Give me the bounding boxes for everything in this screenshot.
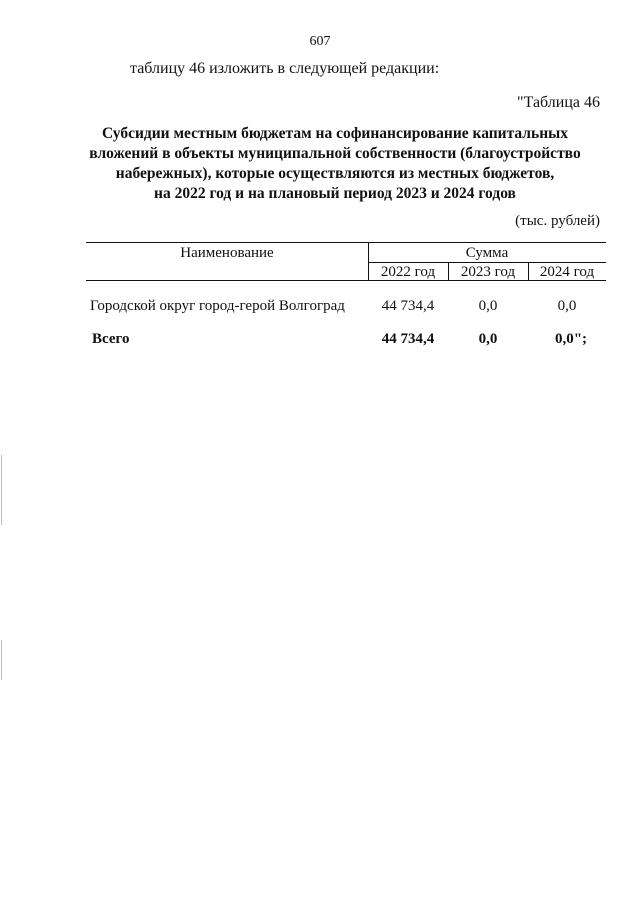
left-edge-mark: [1, 455, 2, 525]
title-line: вложений в объекты муниципальной собственности (благоустройство: [89, 145, 581, 162]
header-name: Наименование: [180, 245, 274, 261]
header-year-2023: 2023 год: [460, 264, 516, 280]
header-sum: Сумма: [465, 245, 509, 261]
header-year-2022: 2022 год: [380, 264, 436, 280]
total-name: Всего: [92, 331, 130, 347]
row-name: Городской округ город-герой Волгоград: [90, 298, 345, 314]
row-value-2023: 0,0: [478, 298, 498, 314]
row-value-2024: 0,0: [557, 298, 577, 314]
table-top-rule: [86, 242, 606, 243]
title-line: Субсидии местным бюджетам на софинансирование капитальных: [102, 125, 568, 142]
document-title: [70, 124, 600, 204]
title-line: набережных), которые осуществляются из местных бюджетов,: [115, 165, 555, 182]
title-line: на 2022 год и на плановый период 2023 и 2024 годов: [154, 185, 516, 202]
header-year-2024: 2024 год: [539, 264, 595, 280]
table-label: "Таблица 46: [517, 94, 600, 111]
left-edge-mark-lower: [1, 640, 2, 680]
total-value-2022: 44 734,4: [381, 331, 435, 347]
total-value-2023: 0,0: [478, 331, 498, 347]
sum-header-rule: [368, 262, 606, 263]
units-label: (тыс. рублей): [515, 213, 600, 229]
total-value-2024: 0,0";: [554, 331, 588, 347]
page-number: 607: [309, 34, 331, 49]
intro-text: таблицу 46 изложить в следующей редакции:: [130, 60, 440, 77]
row-value-2022: 44 734,4: [381, 298, 435, 314]
